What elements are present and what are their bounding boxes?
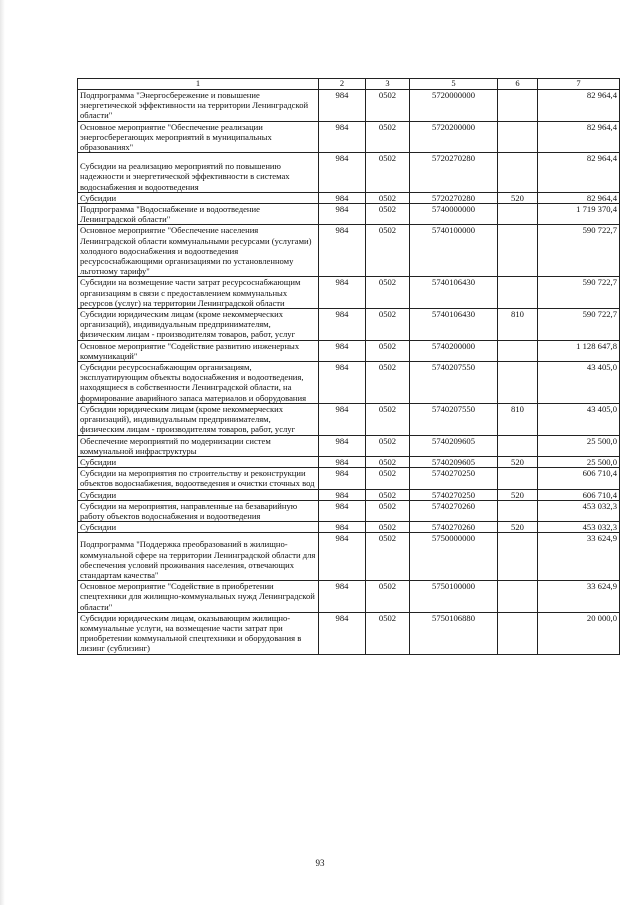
table-row [78,489,620,500]
table-header-row [78,79,620,90]
row-rz: 0502 [366,277,410,309]
row-rz: 0502 [366,500,410,521]
row-grbs: 984 [319,456,366,467]
row-name: Субсидии юридическим лицам (кроме некоммерческих организаций), индивидуальным предпринимателям, физическим лицам - производителям товаров, работ, услуг [78,309,319,341]
row-csr: 5740209605 [410,435,498,456]
row-vr: 810 [498,309,538,341]
row-csr: 5750000000 [410,533,498,581]
row-name: Основное мероприятие "Содействие в приобретении спецтехники для жилищно-коммунальных нужд Ленинградской области" [78,581,319,613]
row-rz: 0502 [366,522,410,533]
table-row [78,533,620,581]
table-row [78,309,620,341]
row-sum: 606 710,4 [538,489,620,500]
row-name: Субсидии на реализацию мероприятий по повышению надежности и энергетической эффективности в системах водоснабжения и водоотведения [78,153,319,193]
row-csr: 5720200000 [410,121,498,153]
row-grbs: 984 [319,121,366,153]
row-grbs: 984 [319,581,366,613]
col-header-csr: 5 [410,79,498,90]
row-sum: 20 000,0 [538,612,620,654]
col-header-grbs: 2 [319,79,366,90]
row-csr: 5750106880 [410,612,498,654]
row-rz: 0502 [366,533,410,581]
col-header-sum: 7 [538,79,620,90]
row-rz: 0502 [366,225,410,277]
budget-table [77,78,620,655]
row-grbs: 984 [319,489,366,500]
row-csr: 5740207550 [410,362,498,404]
row-name: Субсидии юридическим лицам (кроме некоммерческих организаций), индивидуальным предпринимателям, физическим лицам - производителям товаров, работ, услуг [78,403,319,435]
row-vr [498,468,538,489]
row-vr: 520 [498,192,538,203]
row-name: Основное мероприятие "Обеспечение населения Ленинградской области коммунальными ресурсами (услугами) холодного водоснабжения и водоотведения ресурсоснабжающими организациями по установленному льготному тарифу" [78,225,319,277]
row-sum: 82 964,4 [538,192,620,203]
row-csr: 5740106430 [410,309,498,341]
row-grbs: 984 [319,153,366,193]
row-name: Подпрограмма "Энергосбережение и повышение энергетической эффективности на территории Ленинградской области" [78,90,319,122]
table-row [78,204,620,225]
row-grbs: 984 [319,533,366,581]
row-csr: 5720270280 [410,192,498,203]
row-rz: 0502 [366,362,410,404]
row-vr [498,153,538,193]
row-grbs: 984 [319,362,366,404]
row-name: Подпрограмма "Поддержка преобразований в жилищно-коммунальной сфере на территории Ленинградской области для обеспечения условий проживания населения, отвечающих стандартам качества" [78,533,319,581]
row-vr [498,121,538,153]
row-vr [498,612,538,654]
row-rz: 0502 [366,468,410,489]
row-name: Обеспечение мероприятий по модернизации систем коммунальной инфраструктуры [78,435,319,456]
row-grbs: 984 [319,277,366,309]
row-sum: 33 624,9 [538,533,620,581]
row-vr [498,581,538,613]
row-sum: 82 964,4 [538,121,620,153]
col-header-name: 1 [78,79,319,90]
table-row [78,362,620,404]
row-csr: 5740100000 [410,225,498,277]
table-row [78,522,620,533]
row-name: Основное мероприятие "Обеспечение реализации энергосберегающих мероприятий в муниципальных образованиях" [78,121,319,153]
row-csr: 5750100000 [410,581,498,613]
row-name: Субсидии [78,489,319,500]
row-vr: 520 [498,522,538,533]
table-row [78,456,620,467]
row-vr [498,533,538,581]
row-rz: 0502 [366,153,410,193]
row-rz: 0502 [366,90,410,122]
row-csr: 5740000000 [410,204,498,225]
row-rz: 0502 [366,581,410,613]
row-rz: 0502 [366,435,410,456]
row-rz: 0502 [366,121,410,153]
row-name: Субсидии ресурсоснабжающим организациям, эксплуатирующим объекты водоснабжения и водоотведения, находящиеся в собственности Ленинградской области, на формирование аварийного запаса материалов и оборудования [78,362,319,404]
row-name: Субсидии на мероприятия, направленные на безаварийную работу объектов водоснабжения и водоотведения [78,500,319,521]
row-grbs: 984 [319,340,366,361]
row-csr: 5740270260 [410,522,498,533]
row-name: Субсидии на мероприятия по строительству и реконструкции объектов водоснабжения, водоотведения и очистки сточных вод [78,468,319,489]
row-rz: 0502 [366,456,410,467]
row-name: Подпрограмма "Водоснабжение и водоотведение Ленинградской области" [78,204,319,225]
table-row [78,581,620,613]
row-name: Субсидии [78,192,319,203]
row-name: Субсидии на возмещение части затрат ресурсоснабжающим организациям в связи с предоставлением коммунальных ресурсов (услуг) на территории Ленинградской области [78,277,319,309]
row-sum: 43 405,0 [538,362,620,404]
row-sum: 43 405,0 [538,403,620,435]
row-vr [498,225,538,277]
row-vr [498,90,538,122]
row-rz: 0502 [366,204,410,225]
table-row [78,435,620,456]
row-csr: 5720000000 [410,90,498,122]
row-vr [498,500,538,521]
table-row [78,277,620,309]
row-csr: 5720270280 [410,153,498,193]
row-name: Субсидии юридическим лицам, оказывающим жилищно-коммунальные услуги, на возмещение части затрат при приобретении коммунальной спецтехники и оборудования в лизинг (сублизинг) [78,612,319,654]
col-header-vr: 6 [498,79,538,90]
row-vr [498,362,538,404]
row-rz: 0502 [366,192,410,203]
table-row [78,612,620,654]
row-grbs: 984 [319,309,366,341]
row-name: Основное мероприятие "Содействие развитию инженерных коммуникаций" [78,340,319,361]
row-sum: 606 710,4 [538,468,620,489]
row-sum: 25 500,0 [538,456,620,467]
row-sum: 453 032,3 [538,522,620,533]
row-sum: 1 128 647,8 [538,340,620,361]
row-sum: 82 964,4 [538,153,620,193]
table-row [78,192,620,203]
table-row [78,500,620,521]
table-row [78,90,620,122]
row-vr [498,204,538,225]
row-grbs: 984 [319,204,366,225]
row-grbs: 984 [319,468,366,489]
page-number: 93 [315,858,325,868]
row-sum: 590 722,7 [538,309,620,341]
row-csr: 5740270250 [410,489,498,500]
row-vr [498,340,538,361]
scan-edge-shadow [0,0,5,905]
row-sum: 1 719 370,4 [538,204,620,225]
row-grbs: 984 [319,612,366,654]
row-rz: 0502 [366,403,410,435]
row-vr: 810 [498,403,538,435]
row-grbs: 984 [319,90,366,122]
row-grbs: 984 [319,225,366,277]
row-name: Субсидии [78,456,319,467]
table-row [78,340,620,361]
row-rz: 0502 [366,309,410,341]
row-grbs: 984 [319,522,366,533]
row-sum: 82 964,4 [538,90,620,122]
row-sum: 590 722,7 [538,225,620,277]
row-grbs: 984 [319,192,366,203]
row-sum: 453 032,3 [538,500,620,521]
table-row [78,225,620,277]
row-csr: 5740207550 [410,403,498,435]
row-csr: 5740270250 [410,468,498,489]
row-rz: 0502 [366,612,410,654]
table-row [78,121,620,153]
row-csr: 5740209605 [410,456,498,467]
row-name: Субсидии [78,522,319,533]
table-row [78,403,620,435]
row-rz: 0502 [366,489,410,500]
row-vr [498,277,538,309]
row-vr: 520 [498,456,538,467]
row-vr: 520 [498,489,538,500]
row-rz: 0502 [366,340,410,361]
row-sum: 25 500,0 [538,435,620,456]
row-csr: 5740270260 [410,500,498,521]
row-grbs: 984 [319,403,366,435]
table-row [78,153,620,193]
row-csr: 5740106430 [410,277,498,309]
row-grbs: 984 [319,435,366,456]
row-csr: 5740200000 [410,340,498,361]
table-row [78,468,620,489]
col-header-rz: 3 [366,79,410,90]
row-vr [498,435,538,456]
row-sum: 33 624,9 [538,581,620,613]
row-sum: 590 722,7 [538,277,620,309]
row-grbs: 984 [319,500,366,521]
